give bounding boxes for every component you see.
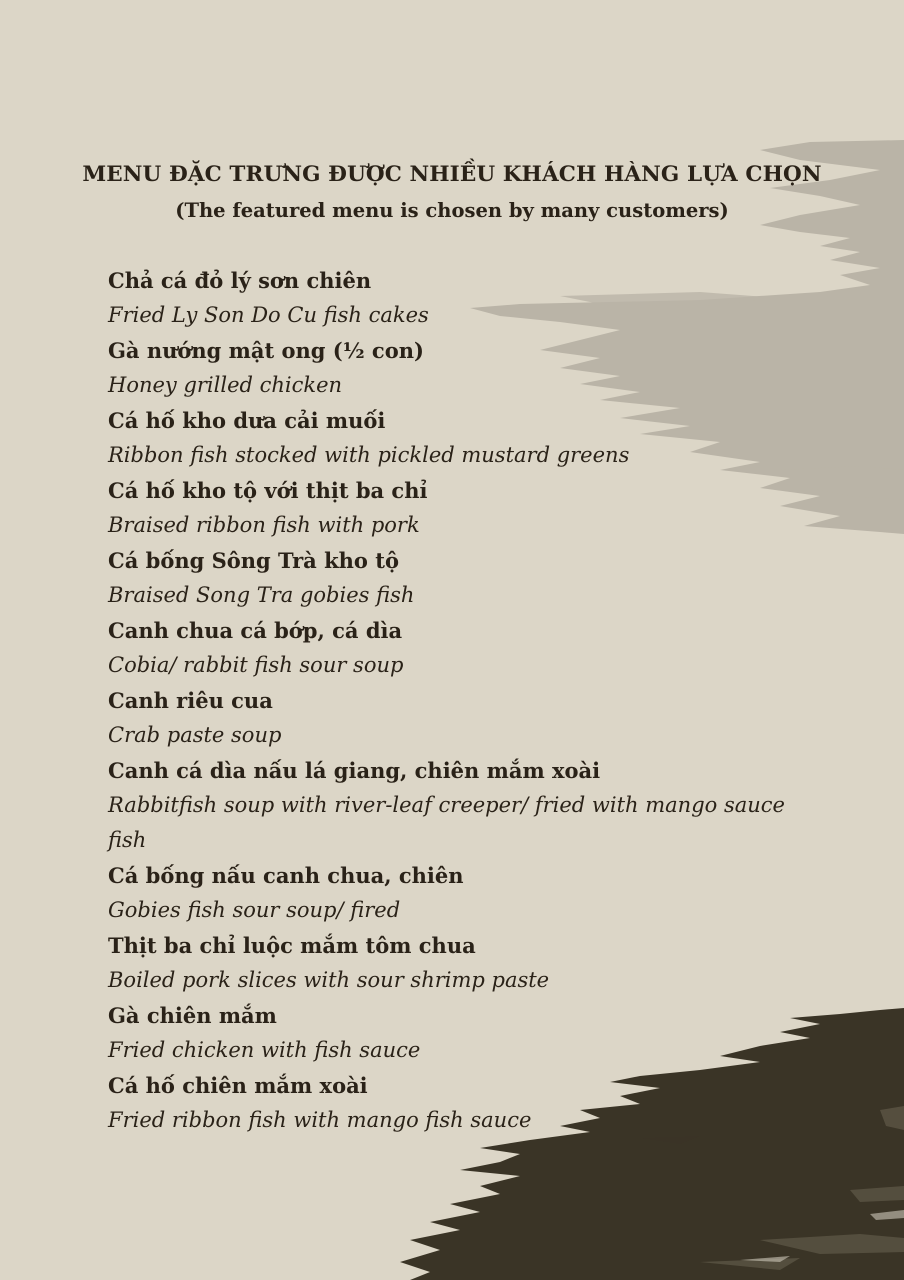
dish-name-vietnamese: Chả cá đỏ lý sơn chiên: [108, 268, 372, 293]
menu-item: [108, 858, 828, 928]
dish-name-vietnamese: Cá bống Sông Trà kho tộ: [108, 548, 399, 573]
menu-item: [108, 1068, 828, 1138]
dish-name-vietnamese: Gà nướng mật ong (½ con): [108, 338, 424, 363]
dish-name-vietnamese: Canh cá dìa nấu lá giang, chiên mắm xoài: [108, 758, 601, 783]
dish-name-vietnamese: Cá hố kho tộ với thịt ba chỉ: [108, 478, 428, 503]
dish-name-english: Boiled pork slices with sour shrimp paste: [108, 968, 550, 992]
menu-item: [108, 928, 828, 998]
menu-item: [108, 753, 828, 858]
menu-item: [108, 613, 828, 683]
dish-name-vietnamese: Canh riêu cua: [108, 688, 273, 713]
menu-item: [108, 683, 828, 753]
dish-name-vietnamese: Gà chiên mắm: [108, 1003, 277, 1028]
dish-name-vietnamese: Thịt ba chỉ luộc mắm tôm chua: [108, 933, 476, 958]
dish-name-vietnamese: Canh chua cá bớp, cá dìa: [108, 618, 403, 643]
dish-name-vietnamese: Cá hố chiên mắm xoài: [108, 1073, 368, 1098]
dish-name-vietnamese: Cá hố kho dưa cải muối: [108, 408, 386, 433]
dish-name-english: Braised ribbon fish with pork: [108, 513, 420, 537]
dish-name-english: Braised Song Tra gobies fish: [108, 583, 415, 607]
menu-item: [108, 998, 828, 1068]
dish-name-english: Rabbitfish soup with river-leaf creeper/ fried with mango sauce fish: [108, 793, 785, 852]
menu-item: [108, 333, 828, 403]
menu-title: MENU ĐẶC TRƯNG ĐƯỢC NHIỀU KHÁCH HÀNG LỰA CHỌN: [82, 162, 822, 187]
menu-item: [108, 403, 828, 473]
dish-name-english: Ribbon fish stocked with pickled mustard greens: [108, 443, 630, 467]
dish-name-english: Crab paste soup: [108, 723, 282, 747]
menu-item: [108, 473, 828, 543]
dish-name-english: Gobies fish sour soup/ fired: [108, 898, 401, 922]
dish-name-english: Honey grilled chicken: [108, 373, 343, 397]
menu-item: [108, 543, 828, 613]
menu-item: [108, 263, 828, 333]
dish-name-vietnamese: Cá bống nấu canh chua, chiên: [108, 863, 464, 888]
menu-list: [108, 263, 828, 1138]
menu-subtitle: (The featured menu is chosen by many customers): [175, 199, 729, 222]
dish-name-english: Fried ribbon fish with mango fish sauce: [108, 1108, 532, 1132]
dish-name-english: Cobia/ rabbit fish sour soup: [108, 653, 404, 677]
dish-name-english: Fried chicken with fish sauce: [108, 1038, 421, 1062]
dish-name-english: Fried Ly Son Do Cu fish cakes: [108, 303, 429, 327]
